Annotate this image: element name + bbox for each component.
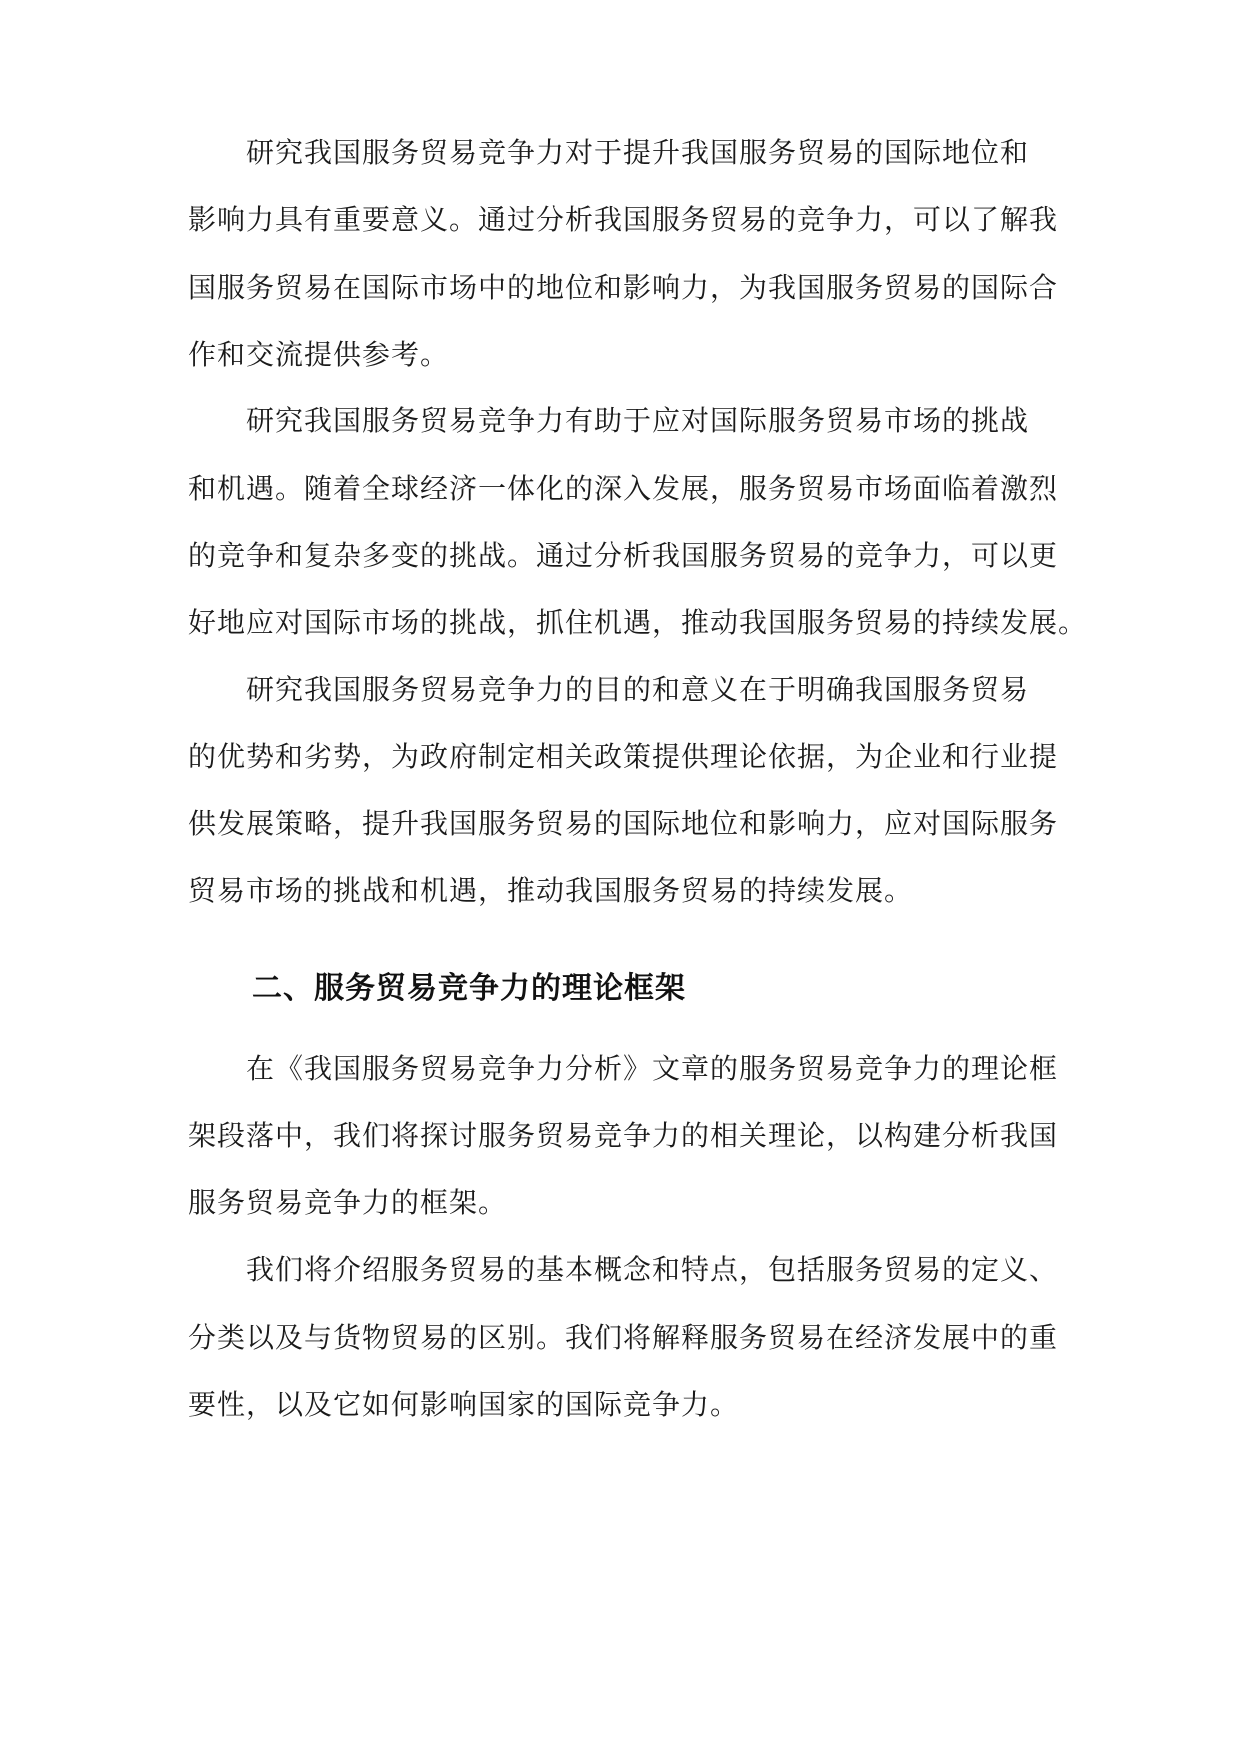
paragraph-1-line-3: 国服务贸易在国际市场中的地位和影响力，为我国服务贸易的国际合 [188,271,1059,304]
section-heading: 二、服务贸易竞争力的理论框架 [252,971,686,1006]
paragraph-3-line-4: 贸易市场的挑战和机遇，推动我国服务贸易的持续发展。 [188,874,914,907]
paragraph-3-line-3: 供发展策略，提升我国服务贸易的国际地位和影响力，应对国际服务 [188,807,1059,840]
paragraph-4-line-3: 服务贸易竞争力的框架。 [188,1186,508,1219]
paragraph-3-line-1: 研究我国服务贸易竞争力的目的和意义在于明确我国服务贸易 [246,673,1030,706]
paragraph-5-line-3: 要性，以及它如何影响国家的国际竞争力。 [188,1388,740,1421]
paragraph-5-line-1: 我们将介绍服务贸易的基本概念和特点，包括服务贸易的定义、 [246,1253,1059,1286]
paragraph-2-line-1: 研究我国服务贸易竞争力有助于应对国际服务贸易市场的挑战 [246,404,1030,437]
paragraph-1-line-1: 研究我国服务贸易竞争力对于提升我国服务贸易的国际地位和 [246,136,1030,169]
paragraph-1-line-4: 作和交流提供参考。 [188,338,450,371]
paragraph-3-line-2: 的优势和劣势，为政府制定相关政策提供理论依据，为企业和行业提 [188,740,1059,773]
paragraph-2-line-4: 好地应对国际市场的挑战，抓住机遇，推动我国服务贸易的持续发展。 [188,606,1088,639]
paragraph-1-line-2: 影响力具有重要意义。通过分析我国服务贸易的竞争力，可以了解我 [188,203,1059,236]
paragraph-4-line-1: 在《我国服务贸易竞争力分析》文章的服务贸易竞争力的理论框 [246,1052,1059,1085]
paragraph-2-line-3: 的竞争和复杂多变的挑战。通过分析我国服务贸易的竞争力，可以更 [188,539,1059,572]
paragraph-5-line-2: 分类以及与货物贸易的区别。我们将解释服务贸易在经济发展中的重 [188,1321,1059,1354]
paragraph-4-line-2: 架段落中，我们将探讨服务贸易竞争力的相关理论，以构建分析我国 [188,1119,1059,1152]
paragraph-2-line-2: 和机遇。随着全球经济一体化的深入发展，服务贸易市场面临着激烈 [188,472,1059,505]
